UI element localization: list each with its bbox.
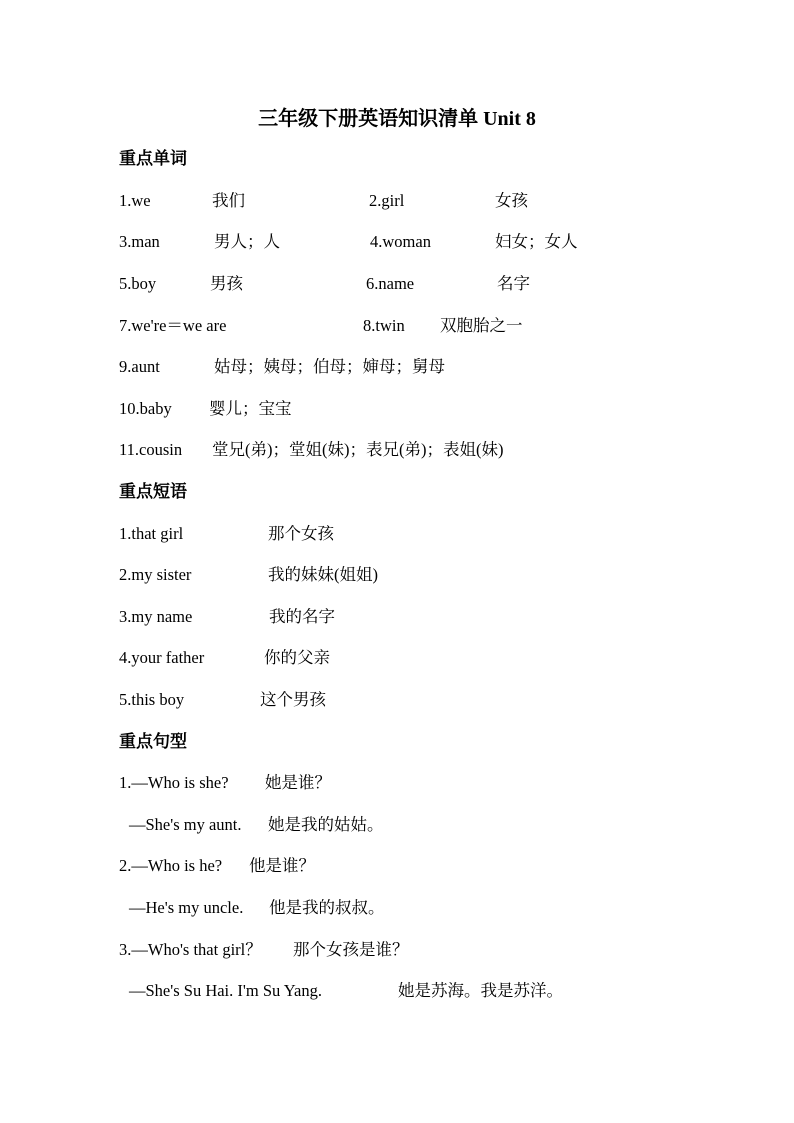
phrase-2-en: 2.my sister [119, 565, 192, 584]
word-5-zh: 男孩 [210, 274, 243, 293]
sentence-1-question-zh: 她是谁？ [265, 773, 331, 792]
word-3-zh: 男人；人 [214, 232, 280, 251]
word-6-en: 6.name [366, 274, 415, 293]
word-9-en: 9.aunt [119, 357, 160, 376]
sentence-1-question-en: 1.—Who is she? [119, 773, 229, 792]
page-title: 三年级下册英语知识清单 Unit 8 [258, 108, 536, 130]
phrase-5-en: 5.this boy [119, 690, 185, 709]
sentence-3-answer-en: —She's Su Hai. I'm Su Yang. [129, 981, 322, 1000]
word-4-zh: 妇女；女人 [495, 232, 578, 251]
word-9-zh: 姑母；姨母；伯母；婶母；舅母 [214, 357, 445, 376]
sentence-3-answer-zh: 她是苏海。我是苏洋。 [398, 981, 563, 1000]
phrase-3-en: 3.my name [119, 607, 193, 626]
phrase-1-zh: 那个女孩 [268, 524, 334, 543]
word-11-zh: 堂兄(弟)；堂姐(妹)；表兄(弟)；表姐(妹) [212, 440, 504, 459]
section-heading-phrases: 重点短语 [119, 482, 187, 501]
word-2-zh: 女孩 [495, 191, 528, 210]
phrase-4-zh: 你的父亲 [264, 648, 330, 667]
section-heading-words: 重点单词 [119, 149, 187, 168]
word-5-en: 5.boy [119, 274, 157, 293]
phrase-2-zh: 我的妹妹(姐姐) [268, 565, 378, 584]
sentence-2-answer-en: —He's my uncle. [129, 898, 244, 917]
word-7-en: 7.we're＝we are [119, 316, 227, 335]
section-heading-sentences: 重点句型 [119, 732, 187, 751]
phrase-5-zh: 这个男孩 [260, 690, 326, 709]
sentence-2-question-en: 2.—Who is he? [119, 856, 223, 875]
sentence-2-answer-zh: 他是我的叔叔。 [269, 898, 385, 917]
word-4-en: 4.woman [370, 232, 431, 251]
word-10-en: 10.baby [119, 399, 172, 418]
sentence-1-answer-en: —She's my aunt. [129, 815, 242, 834]
word-6-zh: 名字 [497, 274, 530, 293]
sentence-3-question-en: 3.—Who's that girl？ [119, 940, 262, 959]
sentence-3-question-zh: 那个女孩是谁？ [293, 940, 409, 959]
word-11-en: 11.cousin [119, 440, 183, 459]
word-3-en: 3.man [119, 232, 160, 251]
sentence-1-answer-zh: 她是我的姑姑。 [268, 815, 384, 834]
word-1-zh: 我们 [212, 191, 245, 210]
word-10-zh: 婴儿；宝宝 [209, 399, 292, 418]
word-8-zh: 双胞胎之一 [440, 316, 523, 335]
word-8-en: 8.twin [363, 316, 405, 335]
phrase-4-en: 4.your father [119, 648, 205, 667]
phrase-1-en: 1.that girl [119, 524, 184, 543]
word-1-en: 1.we [119, 191, 151, 210]
sentence-2-question-zh: 他是谁？ [249, 856, 315, 875]
phrase-3-zh: 我的名字 [269, 607, 335, 626]
word-2-en: 2.girl [369, 191, 405, 210]
